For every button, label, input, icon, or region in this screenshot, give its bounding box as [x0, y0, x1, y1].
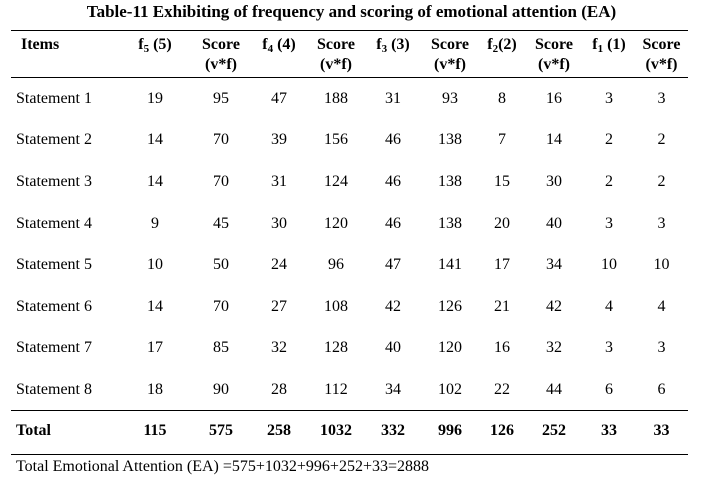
row-label: Statement 1: [16, 89, 92, 107]
total-cell: 332: [381, 421, 405, 439]
header-f1: $f_1$ (1): [592, 36, 626, 55]
table-row: [11, 78, 688, 120]
table-cell: 17: [494, 256, 510, 274]
table-cell: 10: [653, 256, 670, 274]
table-cell: 8: [498, 89, 506, 107]
total-cell: 126: [490, 421, 514, 439]
table-cell: 31: [385, 89, 401, 107]
table-row: [11, 244, 688, 286]
table-row: [11, 369, 688, 411]
table-cell: 2: [605, 172, 613, 190]
table-cell: 6: [657, 380, 666, 398]
table-row: [11, 328, 688, 370]
table-cell: 16: [494, 339, 510, 357]
table-cell: 21: [494, 297, 510, 315]
table-cell: 85: [213, 339, 229, 357]
table-cell: 34: [385, 380, 401, 398]
bottom-rule: [11, 454, 688, 455]
table-cell: 20: [494, 214, 510, 232]
table-cell: 17: [147, 339, 163, 357]
table-cell: 44: [546, 380, 562, 398]
table-cell: 102: [438, 380, 462, 398]
table-cell: 93: [442, 89, 458, 107]
table-cell: 4: [605, 297, 613, 315]
table-cell: 95: [213, 89, 229, 107]
table-cell: 47: [271, 89, 287, 107]
table-cell: 128: [324, 339, 348, 357]
top-rule: [11, 30, 688, 31]
table-cell: 18: [147, 380, 163, 398]
table-cell: 2: [657, 172, 666, 190]
table-cell: 50: [213, 256, 229, 274]
header-score1: Score (v*f): [642, 36, 681, 73]
total-row: [11, 411, 688, 451]
header-f4: $f_4$ (4): [262, 36, 296, 55]
table-cell: 42: [385, 297, 401, 315]
table-row: [11, 203, 688, 245]
total-cell: 575: [209, 421, 233, 439]
table-cell: 19: [147, 89, 163, 107]
table-cell: 27: [271, 297, 287, 315]
table-cell: 108: [324, 297, 348, 315]
table-cell: 14: [147, 131, 163, 149]
header-items: Items: [21, 36, 60, 53]
table-cell: 40: [546, 214, 562, 232]
row-label: Statement 6: [16, 297, 92, 315]
table-cell: 16: [546, 89, 562, 107]
header-score3: Score (v*f): [431, 36, 469, 73]
table-row: [11, 286, 688, 328]
table-cell: 30: [271, 214, 287, 232]
table-cell: 126: [438, 297, 462, 315]
header-score4: Score (v*f): [317, 36, 355, 73]
table-cell: 70: [213, 297, 229, 315]
table-cell: 2: [605, 131, 613, 149]
table-cell: 120: [438, 339, 462, 357]
table-cell: 31: [271, 172, 287, 190]
table-cell: 47: [385, 256, 401, 274]
table-row: [11, 161, 688, 203]
table-cell: 14: [546, 131, 562, 149]
table-cell: 4: [657, 297, 666, 315]
table-cell: 32: [271, 339, 287, 357]
table-cell: 45: [213, 214, 229, 232]
table-cell: 70: [213, 172, 229, 190]
table-cell: 46: [385, 172, 401, 190]
table-cell: 112: [324, 380, 348, 398]
table-cell: 14: [147, 297, 163, 315]
total-cell: 115: [143, 421, 167, 439]
table-cell: 138: [438, 214, 462, 232]
table-cell: 32: [546, 339, 562, 357]
table-cell: 7: [498, 131, 506, 149]
table-cell: 14: [147, 172, 163, 190]
header-score2: Score (v*f): [535, 36, 573, 73]
row-label: Statement 5: [16, 256, 92, 274]
table-cell: 3: [605, 339, 613, 357]
table-cell: 10: [147, 256, 163, 274]
header-f3: $f_3$ (3): [376, 36, 410, 55]
total-cell: 33: [601, 421, 617, 439]
table-cell: 39: [271, 131, 287, 149]
table-caption: Table-11 Exhibiting of frequency and scoring of emotional attention (EA): [86, 2, 617, 21]
header-f5: $f_5$ (5): [138, 36, 172, 55]
total-cell: 996: [438, 421, 462, 439]
total-cell: 252: [542, 421, 566, 439]
table-cell: 3: [605, 89, 613, 107]
row-label: Statement 2: [16, 131, 92, 149]
header-score5: Score (v*f): [202, 36, 240, 73]
frequency-score-table: [11, 32, 688, 451]
table-cell: 138: [438, 131, 462, 149]
table-cell: 46: [385, 131, 401, 149]
row-label: Statement 7: [16, 339, 92, 357]
table-cell: 70: [213, 131, 229, 149]
table-cell: 124: [324, 172, 348, 190]
table-cell: 96: [328, 256, 344, 274]
table-cell: 10: [601, 256, 617, 274]
table-cell: 120: [324, 214, 348, 232]
table-cell: 188: [324, 89, 348, 107]
table-cell: 22: [494, 380, 510, 398]
table-cell: 3: [605, 214, 613, 232]
table-cell: 156: [324, 131, 348, 149]
row-label: Statement 4: [16, 214, 92, 232]
total-cell: 258: [267, 421, 291, 439]
table-cell: 90: [213, 380, 229, 398]
table-cell: 6: [605, 380, 613, 398]
header-f2: $f_2(2)$: [487, 36, 517, 55]
table-row: [11, 120, 688, 162]
table-cell: 30: [546, 172, 562, 190]
table-cell: 9: [151, 214, 159, 232]
total-ea-note: Total Emotional Attention (EA) =575+1032+996+252+33=2888: [16, 458, 429, 475]
table-cell: 34: [546, 256, 562, 274]
table-cell: 138: [438, 172, 462, 190]
total-cell: 1032: [320, 421, 352, 439]
table-cell: 3: [657, 214, 666, 232]
table-cell: 15: [494, 172, 510, 190]
total-cell: 33: [653, 421, 670, 439]
table-cell: 28: [271, 380, 287, 398]
table-cell: 40: [385, 339, 401, 357]
total-label: Total: [16, 421, 51, 439]
table-cell: 42: [546, 297, 562, 315]
table-cell: 141: [438, 256, 462, 274]
table-cell: 46: [385, 214, 401, 232]
row-label: Statement 3: [16, 172, 92, 190]
header-row: [11, 32, 688, 78]
table-cell: 2: [657, 131, 666, 149]
row-label: Statement 8: [16, 380, 92, 398]
table-cell: 3: [657, 89, 666, 107]
table-cell: 24: [271, 256, 287, 274]
table-cell: 3: [657, 339, 666, 357]
